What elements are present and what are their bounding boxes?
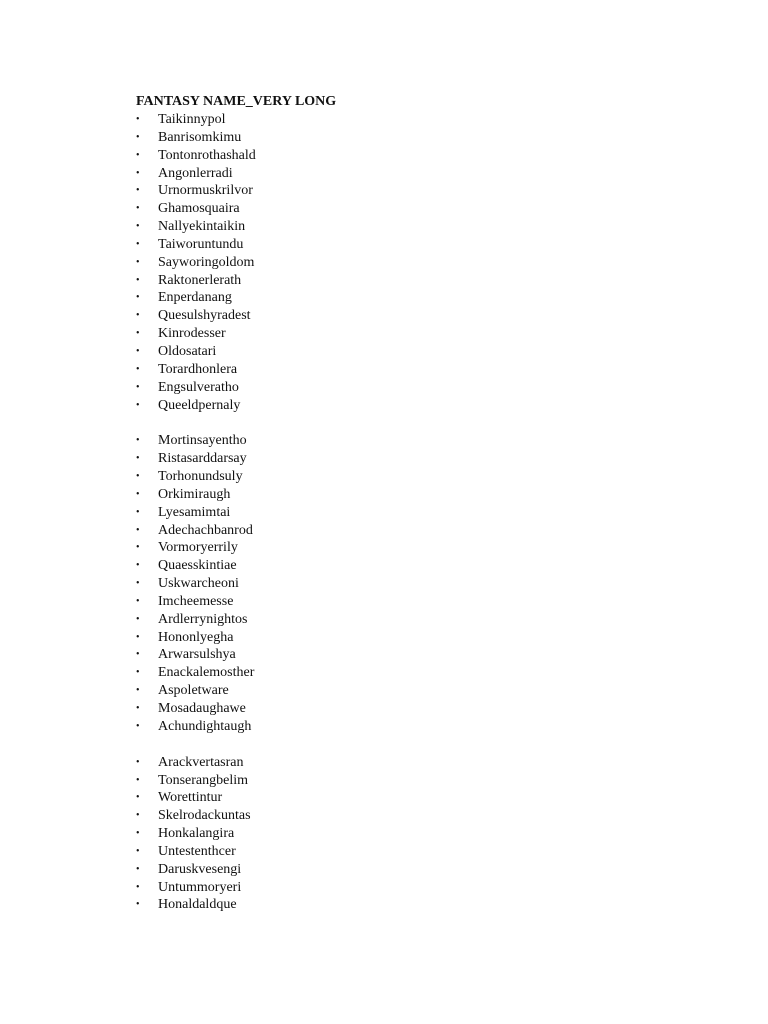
bullet-icon: •	[136, 328, 140, 340]
list-item	[136, 754, 716, 772]
list-item	[136, 700, 716, 718]
list-item	[136, 397, 716, 415]
list-item-label: Enperdanang	[158, 290, 232, 306]
list-item-label: Quesulshyradest	[158, 308, 251, 324]
list-group-spacer	[136, 736, 716, 754]
bullet-icon: •	[136, 488, 140, 500]
list-item-label: Hononlyegha	[158, 629, 234, 645]
list-item-label: Tonserangbelim	[158, 772, 248, 788]
list-item-label: Kinrodesser	[158, 326, 226, 342]
list-item-label: Torhonundsuly	[158, 469, 243, 485]
list-item-label: Raktonerlerath	[158, 272, 242, 288]
list-item	[136, 147, 716, 165]
bullet-icon: •	[136, 685, 140, 697]
list-item	[136, 307, 716, 325]
list-item-label: Torardhonlera	[158, 361, 238, 377]
bullet-icon: •	[136, 828, 140, 840]
list-item-label: Banrisomkimu	[158, 129, 242, 145]
list-item	[136, 789, 716, 807]
list-item-label: Ghamosquaira	[158, 201, 240, 217]
bullet-icon: •	[136, 256, 140, 268]
bullet-icon: •	[136, 792, 140, 804]
list-item-label: Vormoryerrily	[158, 540, 238, 556]
list-item	[136, 272, 716, 290]
list-item-label: Angonlerradi	[158, 165, 233, 181]
list-item	[136, 182, 716, 200]
list-item	[136, 772, 716, 790]
list-item-label: Quaesskintiae	[158, 558, 237, 574]
bullet-icon: •	[136, 345, 140, 357]
bullet-icon: •	[136, 613, 140, 625]
bullet-icon: •	[136, 560, 140, 572]
bullet-icon: •	[136, 756, 140, 768]
bullet-icon: •	[136, 149, 140, 161]
list-item	[136, 361, 716, 379]
list-item-label: Achundightaugh	[158, 718, 252, 734]
list-item	[136, 718, 716, 736]
bullet-icon: •	[136, 774, 140, 786]
list-item	[136, 325, 716, 343]
list-item-label: Untestenthcer	[158, 843, 236, 859]
list-item-label: Taikinnypol	[158, 112, 226, 127]
list-item	[136, 896, 716, 914]
bullet-icon: •	[136, 703, 140, 714]
list-item	[136, 218, 716, 236]
list-item-label: Oldosatari	[158, 343, 217, 359]
bullet-icon: •	[136, 131, 140, 143]
bullet-icon: •	[136, 381, 140, 393]
name-list-group	[136, 432, 716, 735]
list-item	[136, 468, 716, 486]
list-item-label: Tontonrothashald	[158, 147, 256, 163]
list-item	[136, 611, 716, 629]
list-item-label: Ristasarddarsay	[158, 451, 247, 467]
bullet-icon: •	[136, 845, 140, 857]
bullet-icon: •	[136, 524, 140, 536]
bullet-icon: •	[136, 881, 140, 893]
list-item-label: Taiworuntundu	[158, 236, 244, 252]
bullet-icon: •	[136, 310, 140, 322]
list-item	[136, 522, 716, 540]
list-item	[136, 593, 716, 611]
list-item-label: Untummoryeri	[158, 879, 242, 895]
list-item	[136, 289, 716, 307]
bullet-icon: •	[136, 453, 140, 465]
bullet-icon: •	[136, 863, 140, 875]
bullet-icon: •	[136, 810, 140, 822]
name-list-group	[136, 111, 716, 414]
list-item-label: Enackalemosther	[158, 665, 255, 681]
list-item	[136, 432, 716, 450]
list-item	[136, 504, 716, 522]
list-item	[136, 111, 716, 129]
list-item-label: Urnormuskrilvor	[158, 183, 253, 199]
list-item-label: Engsulveratho	[158, 379, 239, 395]
list-item-label: Arwarsulshya	[158, 647, 236, 663]
bullet-icon: •	[136, 203, 140, 215]
list-item	[136, 236, 716, 254]
list-item	[136, 861, 716, 879]
list-item	[136, 165, 716, 183]
list-item-label: Worettintur	[158, 790, 223, 806]
bullet-icon: •	[136, 274, 140, 286]
document-title: FANTASY NAME_VERY LONG	[136, 94, 337, 109]
list-item-label: Honkalangira	[158, 826, 235, 842]
list-item	[136, 129, 716, 147]
bullet-icon: •	[136, 720, 140, 732]
list-item	[136, 254, 716, 272]
list-item-label: Imcheemesse	[158, 593, 234, 609]
bullet-icon: •	[136, 471, 140, 483]
bullet-icon: •	[136, 649, 140, 661]
list-item	[136, 629, 716, 647]
list-item	[136, 486, 716, 504]
bullet-icon: •	[136, 542, 140, 554]
bullet-icon: •	[136, 363, 140, 375]
list-item	[136, 646, 716, 664]
list-item	[136, 343, 716, 361]
list-item	[136, 825, 716, 843]
bullet-icon: •	[136, 167, 140, 179]
document-page	[136, 93, 716, 914]
bullet-icon: •	[136, 399, 140, 411]
bullet-icon: •	[136, 238, 140, 250]
name-lists	[136, 111, 716, 914]
list-item-label: Arackvertasran	[158, 754, 244, 770]
name-list-group	[136, 754, 716, 915]
list-item-label: Aspoletware	[158, 683, 229, 699]
list-item-label: Daruskvesengi	[158, 861, 242, 877]
bullet-icon: •	[136, 292, 140, 304]
list-item	[136, 575, 716, 593]
list-item	[136, 807, 716, 825]
list-item	[136, 557, 716, 575]
list-item-label: Honaldaldque	[158, 897, 237, 913]
list-item	[136, 450, 716, 468]
bullet-icon: •	[136, 631, 140, 643]
bullet-icon: •	[136, 667, 140, 679]
bullet-icon: •	[136, 595, 140, 607]
list-item-label: Mortinsayentho	[158, 433, 247, 449]
list-item-label: Sayworingoldom	[158, 254, 255, 270]
list-item-label: Mosadaughawe	[158, 701, 246, 716]
bullet-icon: •	[136, 899, 140, 911]
list-item-label: Nallyekintaikin	[158, 219, 246, 235]
list-item-label: Adechachbanrod	[158, 522, 253, 538]
list-group-spacer	[136, 414, 716, 432]
list-item	[136, 682, 716, 700]
list-item	[136, 200, 716, 218]
bullet-icon: •	[136, 435, 140, 447]
bullet-icon: •	[136, 114, 140, 125]
bullet-icon: •	[136, 185, 140, 197]
list-item-label: Uskwarcheoni	[158, 576, 239, 592]
list-item-label: Skelrodackuntas	[158, 808, 251, 824]
list-item	[136, 664, 716, 682]
bullet-icon: •	[136, 221, 140, 233]
bullet-icon: •	[136, 506, 140, 518]
list-item	[136, 379, 716, 397]
list-item	[136, 539, 716, 557]
bullet-icon: •	[136, 578, 140, 590]
list-item-label: Ardlerrynightos	[158, 611, 248, 627]
list-item-label: Queeldpernaly	[158, 397, 241, 413]
list-item-label: Lyesamimtai	[158, 504, 231, 520]
list-item-label: Orkimiraugh	[158, 486, 231, 502]
list-item	[136, 879, 716, 897]
list-item	[136, 843, 716, 861]
